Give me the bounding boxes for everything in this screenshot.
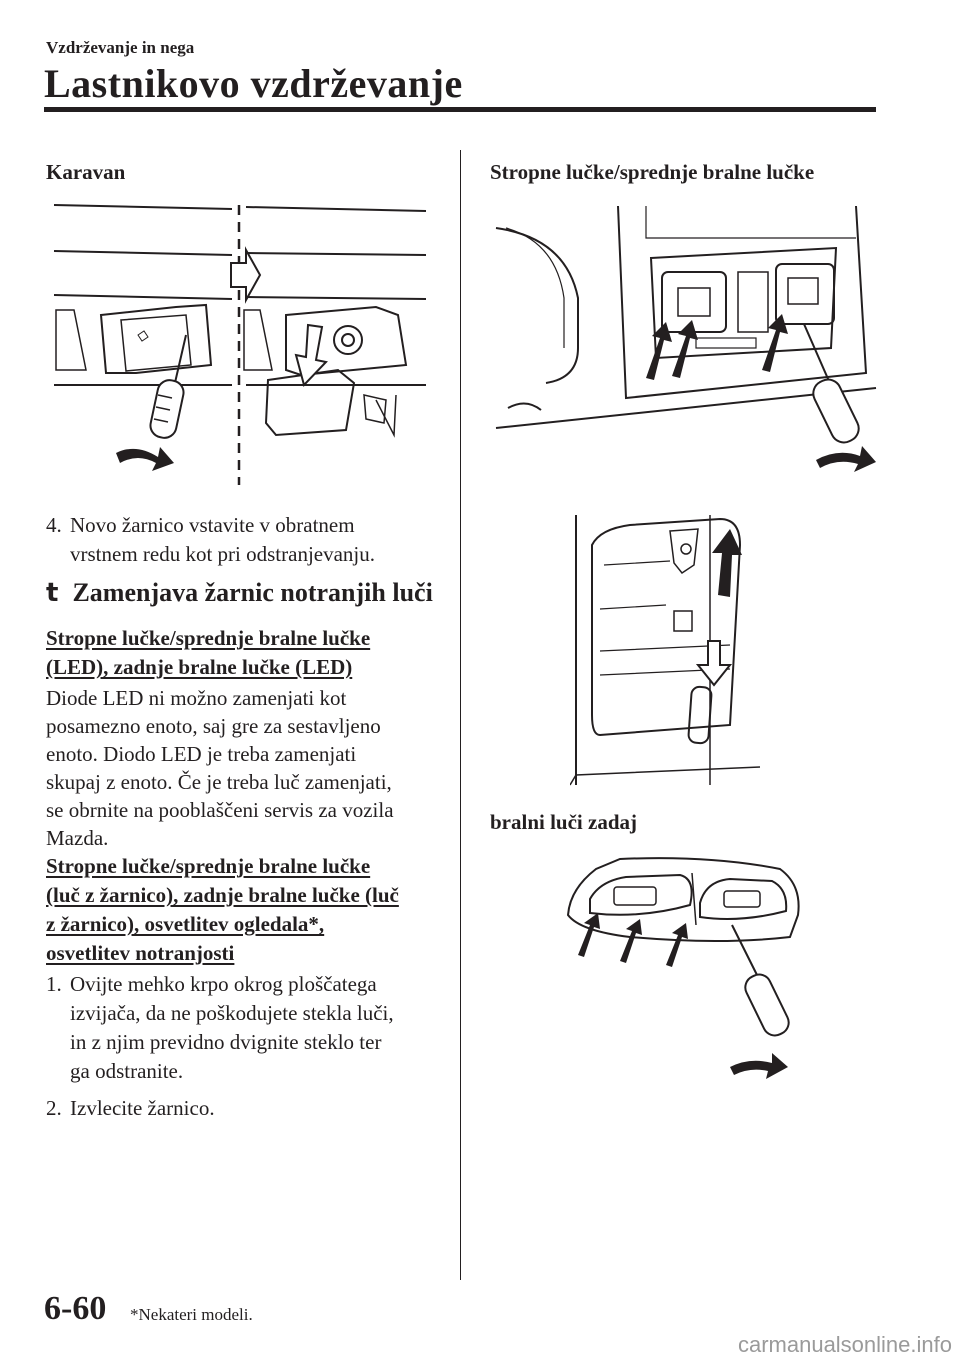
subhead-led <box>46 624 456 682</box>
figure-heading-rear-lights: bralni luči zadaj <box>490 810 638 834</box>
step-4-line2: vrstnem redu kot pri odstranjevanju. <box>70 542 376 566</box>
subhead-bulb-line: Stropne lučke/sprednje bralne lučke <box>46 854 371 878</box>
subhead-bulb-line: (luč z žarnico), zadnje bralne lučke (luč <box>46 883 399 907</box>
section-marker: t <box>46 578 59 608</box>
title-rule <box>44 107 876 112</box>
led-paragraph <box>46 684 456 852</box>
subhead-bulb-line: osvetlitev notranjosti <box>46 941 235 965</box>
paragraph-line: skupaj z enoto. Če je treba luč zamenjati, <box>46 770 392 794</box>
karavan-bulb-illustration <box>46 195 436 490</box>
step-2-number: 2. <box>46 1096 62 1120</box>
subhead-bulb-line: z žarnico), osvetlitev ogledala*, <box>46 912 325 936</box>
figure-heading-map-lights: Stropne lučke/sprednje bralne lučke <box>490 160 815 184</box>
map-lights-illustration <box>486 198 882 488</box>
step-1-line: Ovijte mehko krpo okrog ploščatega <box>70 972 377 996</box>
paragraph-line: Diode LED ni možno zamenjati kot <box>46 686 347 710</box>
paragraph-line: se obrnite na pooblaščeni servis za vozila <box>46 798 394 822</box>
section-label: Vzdrževanje in nega <box>46 38 195 57</box>
paragraph-line: Mazda. <box>46 826 109 850</box>
figure-heading-karavan: Karavan <box>46 160 126 184</box>
step-1-line: in z njim previdno dvignite steklo ter <box>70 1030 382 1054</box>
bulb-removal-illustration <box>570 505 770 795</box>
footnote: *Nekateri modeli. <box>130 1305 253 1324</box>
step-1-number: 1. <box>46 972 62 996</box>
section-heading-text: Zamenjava žarnic notranjih luči <box>72 578 433 607</box>
page-number: 6-60 <box>44 1290 107 1327</box>
step-4-number: 4. <box>46 513 62 537</box>
step-4-line1: Novo žarnico vstavite v obratnem <box>70 513 355 537</box>
subhead-bulb <box>46 852 456 968</box>
rear-lights-illustration <box>560 845 810 1085</box>
step-1-line: ga odstranite. <box>70 1059 184 1083</box>
paragraph-line: enoto. Diodo LED je treba zamenjati <box>46 742 357 766</box>
subhead-led-line1: Stropne lučke/sprednje bralne lučke <box>46 626 371 650</box>
step-2-text: Izvlecite žarnico. <box>70 1096 215 1120</box>
watermark: carmanualsonline.info <box>737 1332 952 1357</box>
column-divider <box>460 150 461 1280</box>
step-1-line: izvijača, da ne poškodujete stekla luči, <box>70 1001 394 1025</box>
subhead-led-line2: (LED), zadnje bralne lučke (LED) <box>46 655 353 679</box>
section-heading <box>46 578 433 608</box>
paragraph-line: posamezno enoto, saj gre za sestavljeno <box>46 714 381 738</box>
page-title: Lastnikovo vzdrževanje <box>44 61 463 106</box>
step-4 <box>46 511 446 569</box>
step-2 <box>46 1094 446 1123</box>
step-1 <box>46 970 446 1086</box>
